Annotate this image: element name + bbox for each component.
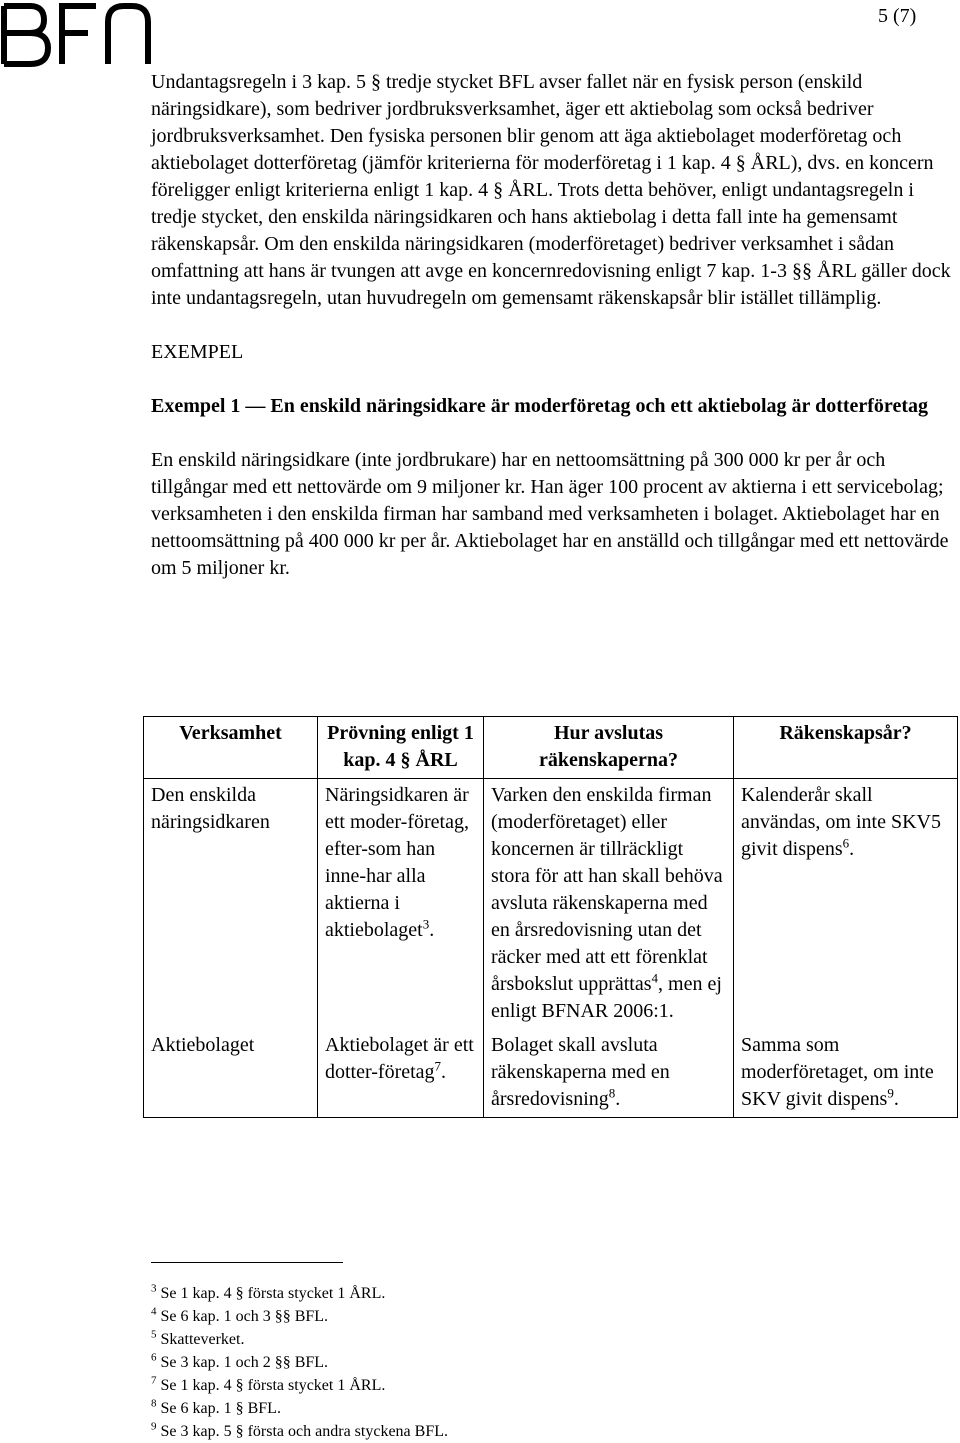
cell-avslut: [484, 779, 734, 1030]
footnote-number: 7: [151, 1374, 157, 1387]
header-avslut: Hur avslutas räkenskaperna?: [484, 717, 734, 779]
footnote-text: Se 3 kap. 5 § första och andra styckena BFL.: [160, 1423, 448, 1440]
footnote-separator: [151, 1262, 343, 1263]
footnote-ref: 8: [608, 1085, 616, 1101]
table-row: [144, 1029, 958, 1118]
header-provning: Prövning enligt 1 kap. 4 § ÅRL: [318, 717, 484, 779]
footnote-number: 8: [151, 1397, 157, 1410]
cell-text: Varken den enskilda firman (moderföretaget) eller koncernen är tillräckligt stora för att han skall behöva avsluta räkenskaperna med en årsredovisning utan det räcker med att ett förenklat årsbokslut upprättas: [491, 784, 723, 995]
footnote-number: 5: [151, 1328, 157, 1341]
footnote-text: Se 3 kap. 1 och 2 §§ BFL.: [160, 1354, 329, 1371]
cell-avslut: Bolaget skall avsluta räkenskaperna med en årsredovisning$^8$.: [484, 1029, 734, 1118]
footnote-number: 4: [151, 1305, 157, 1318]
footnote-text: Se 1 kap. 4 § första stycket 1 ÅRL.: [160, 1285, 386, 1302]
footnote-text: Se 1 kap. 4 § första stycket 1 ÅRL.: [160, 1377, 386, 1394]
section-heading: EXEMPEL: [151, 341, 244, 363]
footnote-number: 9: [151, 1420, 157, 1433]
cell-rakenskapsar: Samma som moderföretaget, om inte SKV givit dispens$^9$.: [734, 1029, 958, 1118]
cell-text: Kalenderår skall användas, om inte SKV5 givit dispens: [741, 784, 941, 860]
example-table: [143, 716, 958, 1118]
page-content: [151, 69, 959, 582]
example-paragraph: En enskild näringsidkare (inte jordbrukare) har en nettoomsättning på 300 000 kr per år och tillgångar med ett nettovärde om 9 miljoner kr. Han äger 100 procent av aktierna i ett servicebolag; verksamheten i den enskilda firman har samband med verksamheten i bolaget. Aktiebolaget har en nettoomsättning på 400 000 kr per år. Aktiebolaget har en anställd och tillgångar med ett nettovärde om 5 miljoner kr.: [151, 449, 949, 579]
footnote-ref: 6: [842, 835, 850, 851]
footnote-ref: 3: [422, 916, 430, 932]
footnote: [151, 1420, 448, 1443]
page-number: 5 (7): [878, 5, 917, 27]
body-paragraph: Undantagsregeln i 3 kap. 5 § tredje stycket BFL avser fallet när en fysisk person (enskild näringsidkare), som bedriver jordbruksverksamhet, äger ett aktiebolag som också bedriver jordbruksverksamhet. Den fysiska personen blir genom att äga aktiebolaget moderföretag och aktiebolaget dotterföretag (jämför kriterierna för moderföretag i 1 kap. 4 § ÅRL), dvs. en koncern föreligger enligt kriterierna enligt 1 kap. 4 § ÅRL. Trots detta behöver, enligt undantagsregeln i tredje stycket, den enskilda näringsidkaren och hans aktiebolag i detta fall inte ha gemensamt räkenskapsår. Om den enskilda näringsidkaren (moderföretaget) bedriver verksamhet i sådan omfattning att hans är tvungen att avge en koncernredovisning enligt 7 kap. 1-3 §§ ÅRL gäller dock inte undantagsregeln, utan huvudregeln om gemensamt räkenskapsår blir istället tillämplig.: [151, 71, 951, 309]
cell-text: , men ej enligt BFNAR 2006:1.: [491, 973, 722, 1022]
header-rakenskapsar: Räkenskapsår?: [734, 717, 958, 779]
header-verksamhet: Verksamhet: [144, 717, 318, 779]
footnote: [151, 1305, 448, 1328]
footnote: [151, 1374, 448, 1397]
cell-provning: Näringsidkaren är ett moder-företag, efter-som han inne-har alla aktierna i aktiebolaget$^3$.: [318, 779, 484, 1030]
footnote: [151, 1328, 448, 1351]
footnote-ref: 7: [434, 1058, 442, 1074]
footnote-text: Skatteverket.: [160, 1331, 245, 1348]
example-heading: Exempel 1 — En enskild näringsidkare är moderföretag och ett aktiebolag är dotterföretag: [151, 395, 928, 417]
footnote-number: 6: [151, 1351, 157, 1364]
cell-text: Bolaget skall avsluta räkenskaperna med en årsredovisning: [491, 1034, 670, 1110]
table-header-row: [144, 717, 958, 779]
cell-text: Den enskilda näringsidkaren: [151, 784, 270, 833]
footnote: [151, 1397, 448, 1420]
table-row: [144, 779, 958, 1030]
cell-provning: Aktiebolaget är ett dotter-företag$^7$.: [318, 1029, 484, 1118]
cell-verksamhet: [144, 779, 318, 1030]
cell-text: Aktiebolaget är ett dotter-företag: [325, 1034, 474, 1083]
footnote-text: Se 6 kap. 1 och 3 §§ BFL.: [160, 1308, 329, 1325]
footnote-number: 3: [151, 1282, 157, 1295]
footnotes: [151, 1282, 448, 1443]
cell-rakenskapsar: Kalenderår skall användas, om inte SKV5 givit dispens$^6$.: [734, 779, 958, 1030]
cell-text: Samma som moderföretaget, om inte SKV givit dispens: [741, 1034, 934, 1110]
bfn-logo: [0, 0, 156, 70]
footnote-ref: 4: [651, 970, 659, 986]
footnote-ref: 9: [887, 1085, 894, 1101]
cell-text: Aktiebolaget: [151, 1034, 255, 1056]
cell-verksamhet: [144, 1029, 318, 1118]
cell-text: Näringsidkaren är ett moder-företag, efter-som han inne-har alla aktierna i aktiebolaget: [325, 784, 469, 941]
footnote-text: Se 6 kap. 1 § BFL.: [160, 1400, 281, 1417]
footnote: [151, 1282, 448, 1305]
footnote: [151, 1351, 448, 1374]
